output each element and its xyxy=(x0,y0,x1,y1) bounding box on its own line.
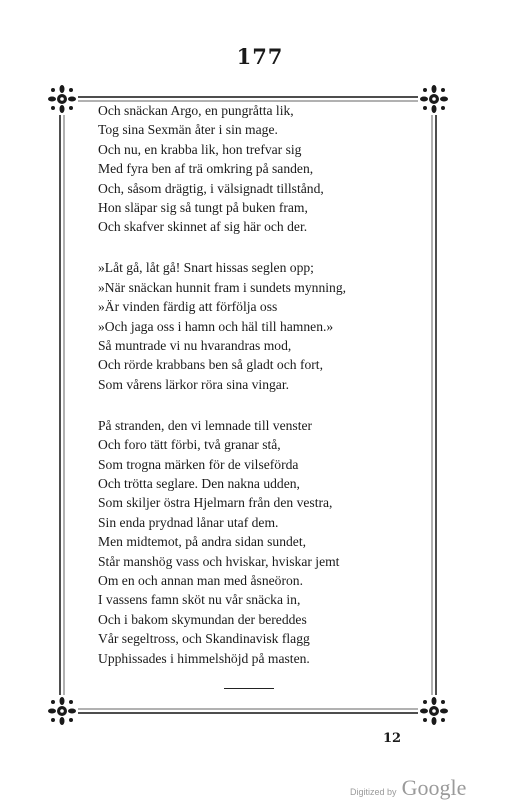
verse-line: Och skafver skinnet af sig här och der. xyxy=(98,219,308,235)
verse-line: Och foro tätt förbi, två granar stå, xyxy=(98,437,281,453)
page-number: 177 xyxy=(236,44,284,69)
verse-line: Om en och annan man med åsneöron. xyxy=(98,572,303,588)
verse-line: Upphissades i himmelshöjd på masten. xyxy=(98,650,310,666)
verse-line: Och, såsom drägtig, i välsignadt tillstånd, xyxy=(98,180,324,196)
verse-line: Med fyra ben af trä omkring på sanden, xyxy=(98,161,314,177)
watermark-logo: Google xyxy=(401,775,467,800)
verse-line: Som trogna märken för de vilseförda xyxy=(98,456,299,472)
corner-ornament-top-left-icon xyxy=(48,85,78,115)
verse-line: Men midtemot, på andra sidan sundet, xyxy=(98,534,307,550)
stanza xyxy=(98,258,418,394)
verse-line: Hon släpar sig så tungt på buken fram, xyxy=(98,200,308,216)
verse-line: Som vårens lärkor röra sina vingar. xyxy=(98,376,290,392)
verse-line: Tog sina Sexmän åter i sin mage. xyxy=(98,122,278,138)
corner-ornament-bottom-right-icon xyxy=(418,695,448,725)
corner-ornament-bottom-left-icon xyxy=(48,695,78,725)
stanza xyxy=(98,416,418,668)
verse-line: Och trötta seglare. Den nakna udden, xyxy=(98,475,300,491)
verse-line: Och nu, en krabba lik, hon trefvar sig xyxy=(98,141,302,157)
verse-line: Står manshög vass och hviskar, hviskar jemt xyxy=(98,553,340,569)
verse-line: Och rörde krabbans ben så gladt och fort, xyxy=(98,357,323,373)
signature-mark: 12 xyxy=(383,731,402,746)
verse-line: På stranden, den vi lemnade till venster xyxy=(98,417,313,433)
verse-line: Och i bakom skymundan der bereddes xyxy=(98,611,307,627)
verse-line: »Låt gå, låt gå! Snart hissas seglen opp; xyxy=(98,260,314,276)
verse-line: »Är vinden färdig att förfölja oss xyxy=(98,299,278,315)
verse-line: Som skiljer östra Hjelmarn från den vestra, xyxy=(98,495,333,511)
verse-line: I vassens famn sköt nu vår snäcka in, xyxy=(98,592,301,608)
watermark-prefix: Digitized by xyxy=(350,787,397,797)
verse-line: Och snäckan Argo, en pungråtta lik, xyxy=(98,103,294,118)
verse-line: Sin enda prydnad lånar utaf dem. xyxy=(98,514,279,530)
corner-ornament-top-right-icon xyxy=(418,85,448,115)
verse-line: »När snäckan hunnit fram i sundets mynning, xyxy=(98,279,347,295)
stanza xyxy=(98,101,418,237)
verse-line: Vår segeltross, och Skandinavisk flagg xyxy=(98,631,310,647)
end-rule xyxy=(224,688,274,689)
verse-line: »Och jaga oss i hamn och häl till hamnen.» xyxy=(98,318,334,334)
poem-text xyxy=(98,101,418,689)
digitization-watermark xyxy=(350,775,466,801)
verse-line: Så muntrade vi nu hvarandras mod, xyxy=(98,337,292,353)
